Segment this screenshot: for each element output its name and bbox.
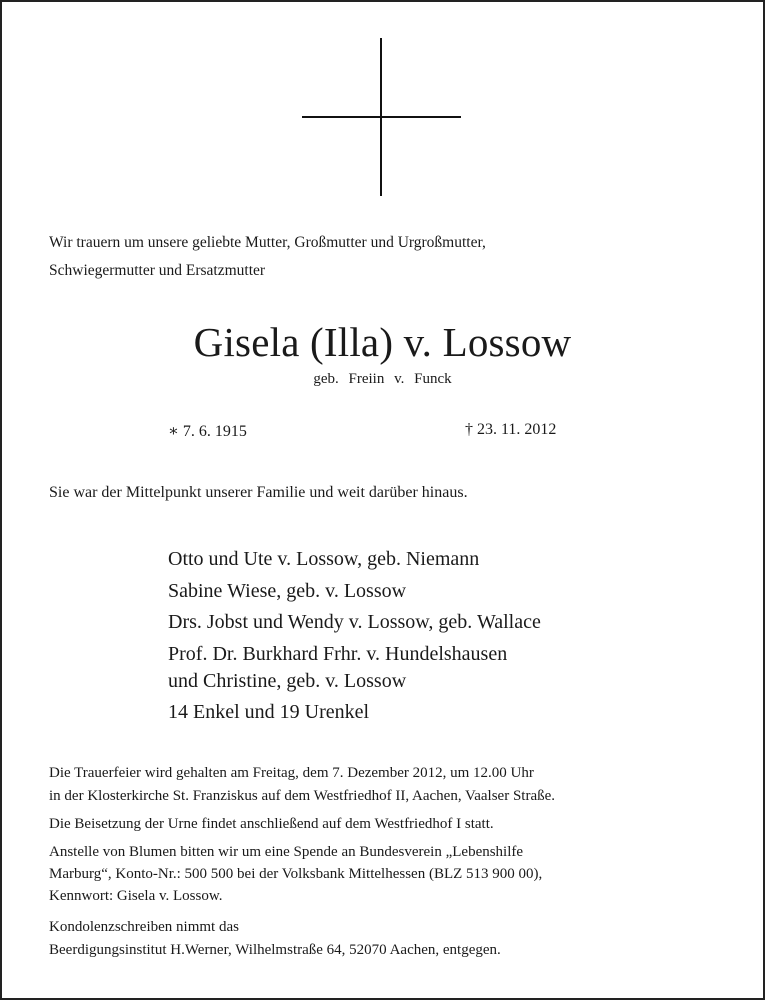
- cross-horizontal-bar: [302, 116, 461, 118]
- donation-line-3: Kennwort: Gisela v. Lossow.: [49, 888, 223, 904]
- donation-line-1: Anstelle von Blumen bitten wir um eine Spende an Bundesverein „Lebenshilfe: [49, 844, 524, 860]
- donation-line-2: Marburg“, Konto-Nr.: 500 500 bei der Volksbank Mittelhessen (BLZ 513 900 00),: [49, 866, 543, 882]
- burial-line: Die Beisetzung der Urne findet anschließend auf dem Westfriedhof I statt.: [49, 816, 494, 832]
- ceremony-line-1: Die Trauerfeier wird gehalten am Freitag, dem 7. Dezember 2012, um 12.00 Uhr: [49, 765, 534, 781]
- tribute-text: Sie war der Mittelpunkt unserer Familie und weit darüber hinaus.: [49, 484, 468, 501]
- family-line: und Christine, geb. v. Lossow: [168, 670, 407, 692]
- birth-date: ∗ 7. 6. 1915: [168, 423, 247, 440]
- condolence-line-2: Beerdigungsinstitut H.Werner, Wilhelmstraße 64, 52070 Aachen, entgegen.: [49, 942, 501, 958]
- family-line: Sabine Wiese, geb. v. Lossow: [168, 580, 407, 602]
- family-line: 14 Enkel und 19 Urenkel: [168, 701, 370, 723]
- birth-name: geb. Freiin v. Funck: [313, 371, 452, 387]
- family-line: Prof. Dr. Burkhard Frhr. v. Hundelshausen: [168, 643, 508, 665]
- condolence-line-1: Kondolenzschreiben nimmt das: [49, 919, 239, 935]
- death-date: † 23. 11. 2012: [465, 421, 557, 438]
- intro-line-1: Wir trauern um unsere geliebte Mutter, Großmutter und Urgroßmutter,: [49, 234, 486, 251]
- deceased-name: Gisela (Illa) v. Lossow: [193, 319, 572, 365]
- family-line: Otto und Ute v. Lossow, geb. Niemann: [168, 548, 480, 570]
- family-line: Drs. Jobst und Wendy v. Lossow, geb. Wallace: [168, 611, 541, 633]
- intro-line-2: Schwiegermutter und Ersatzmutter: [49, 262, 266, 279]
- ceremony-line-2: in der Klosterkirche St. Franziskus auf dem Westfriedhof II, Aachen, Vaalser Straße.: [49, 788, 556, 804]
